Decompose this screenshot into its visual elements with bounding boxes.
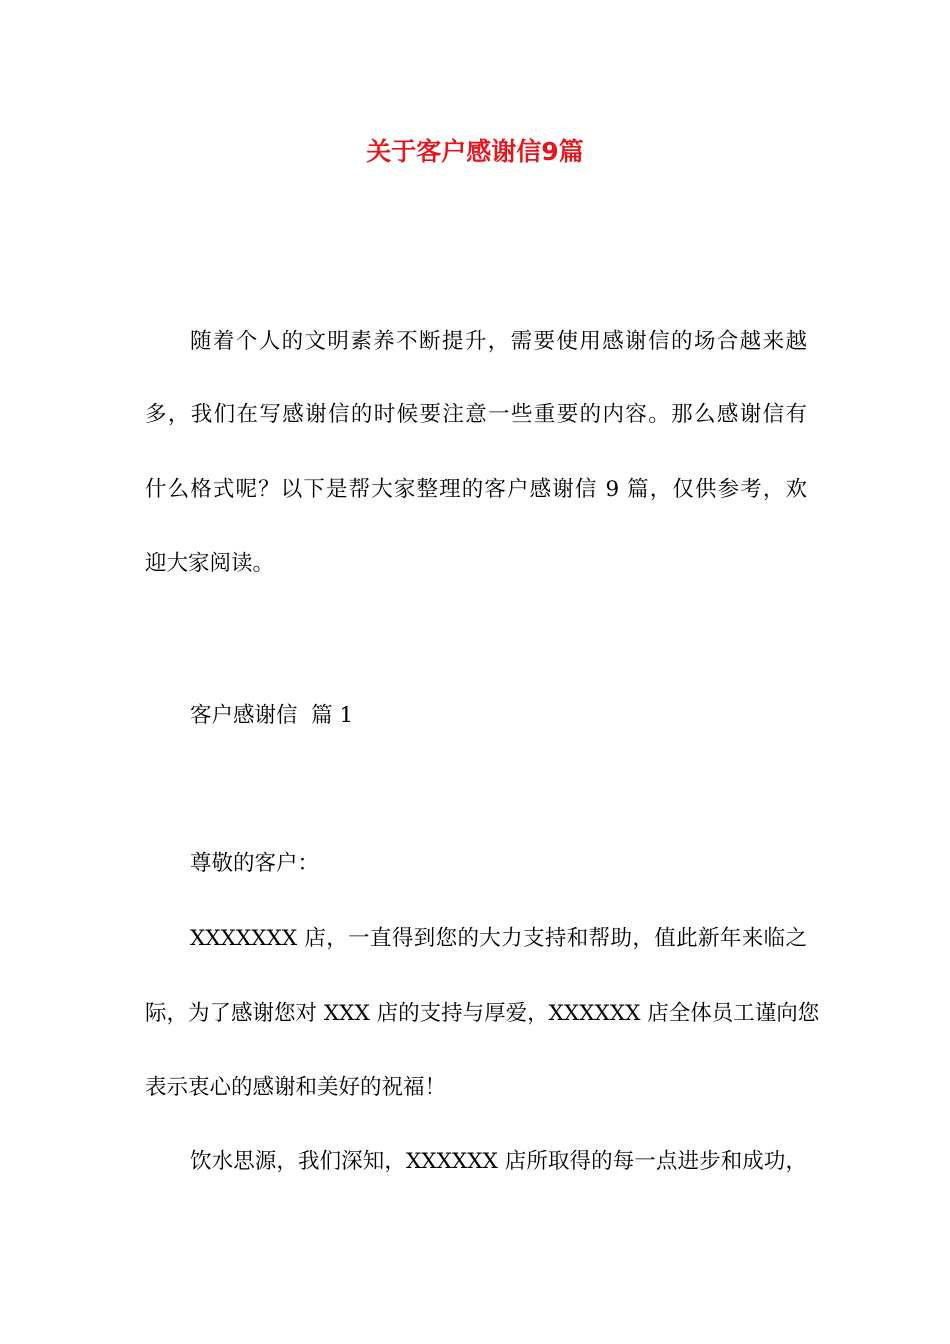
intro-line-4: 迎大家阅读。 [145,551,275,576]
intro-line-2: 多，我们在写感谢信的时候要注意一些重要的内容。那么感谢信有 [145,402,807,427]
document-title: 关于客户感谢信9篇 [366,137,584,166]
body-line-4: 饮水思源，我们深知，XXXXXX 店所取得的每一点进步和成功， [190,1149,807,1174]
section-heading: 客户感谢信 篇 1 [190,703,354,728]
intro-line-1: 随着个人的文明素养不断提升，需要使用感谢信的场合越来越 [190,329,807,354]
intro-line-3: 什么格式呢？以下是帮大家整理的客户感谢信 9 篇，仅供参考，欢 [145,477,807,502]
body-line-2: 际，为了感谢您对 XXX 店的支持与厚爱，XXXXXX 店全体员工谨向您 [145,1001,820,1026]
body-line-1: XXXXXXX 店，一直得到您的大力支持和帮助，值此新年来临之 [190,926,807,951]
body-line-3: 表示衷心的感谢和美好的祝福！ [145,1075,447,1100]
salutation: 尊敬的客户： [190,851,320,876]
